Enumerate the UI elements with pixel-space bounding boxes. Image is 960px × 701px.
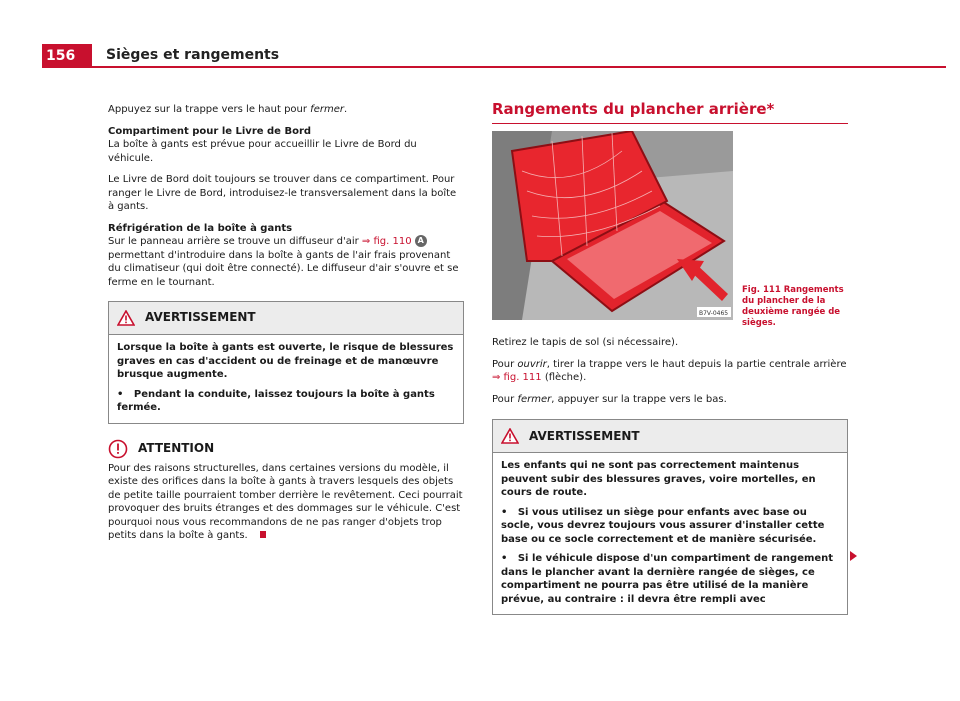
- paragraph-compartment: La boîte à gants est prévue pour accueillir le Livre de Bord du véhicule.: [108, 139, 417, 164]
- warning-box: [108, 301, 464, 424]
- header-rule: [92, 66, 946, 68]
- warning-title: AVERTISSEMENT: [145, 310, 256, 325]
- paragraph-fermer: Appuyez sur la trappe vers le haut pour fermer.: [108, 104, 348, 115]
- page-number: 156: [42, 44, 92, 68]
- attention-block: [108, 438, 464, 543]
- subheading-refrigeration: Réfrigération de la boîte à gants: [108, 222, 293, 234]
- warning-body-right: Les enfants qui ne sont pas correctement maintenus peuvent subir des blessures graves, voire mortelles, en cours de route. • Si vous utilisez un siège pour enfants avec base ou socle, vous devrez toujours vous assurer d'installer cette base ou ce socle correctement et de manière sécurisée. • Si le véhicule dispose d'un compartiment de rangement dans le plancher avant la dernière rangée de sièges, ce compartiment ne pourra pas être utilisé de la manière prévue, au contraire : il devra être rempli avec: [501, 460, 834, 605]
- paragraph-ouvrir: Pour ouvrir, tirer la trappe vers le haut depuis la partie centrale arrière ⇒ fig. 111 (flèche).: [492, 358, 847, 383]
- paragraph-refrigeration: Sur le panneau arrière se trouve un diffuseur d'air ⇒ fig. 110 A permettant d'introduire dans la boîte à gants de l'air frais provenant du climatiseur (qui doit être connecté). Le diffuseur d'air s'ouvre et se ferme en le tournant.: [108, 236, 459, 288]
- figure-code: B7V-0465: [699, 310, 729, 317]
- warning-box-right: [492, 419, 848, 615]
- figure-111-link[interactable]: ⇒ fig. 111: [492, 372, 542, 383]
- section-rule: [492, 123, 848, 124]
- attention-title: ATTENTION: [138, 440, 215, 455]
- warning-header: [109, 302, 463, 335]
- right-column: [492, 100, 848, 124]
- figure-caption: Fig. 111 Rangements du plancher de la deuxième rangée de sièges.: [742, 285, 844, 328]
- paragraph-livre: Le Livre de Bord doit toujours se trouver dans ce compartiment. Pour ranger le Livre de Bord, introduisez-le transversalement dans la boîte à gants.: [108, 174, 457, 212]
- attention-circle-icon: [108, 439, 128, 459]
- attention-body: Pour des raisons structurelles, dans certaines versions du modèle, il existe des orifices dans la boîte à gants à travers lesquels des objets de petite taille pourraient tomber derrière le revêtement. Ceci pourrait provoquer des bruits étranges et des dommages sur le véhicule. C'est pourquoi nous vous recommandons de ne pas ranger d'objets trop petits dans la boîte à gants.: [108, 462, 463, 541]
- paragraph-retirez: Retirez le tapis de sol (si nécessaire).: [492, 337, 679, 348]
- paragraph-fermer-right: Pour fermer, appuyer sur la trappe vers le bas.: [492, 393, 727, 405]
- warning-title-right: AVERTISSEMENT: [529, 429, 640, 443]
- right-paragraphs: [492, 336, 848, 414]
- warning-body: Lorsque la boîte à gants est ouverte, le risque de blessures graves en cas d'accident ou de freinage et de manœuvre brusque augmente. • Pendant la conduite, laissez toujours la boîte à gants fermée.: [117, 342, 454, 413]
- callout-badge: A: [415, 235, 427, 247]
- subheading-compartment: Compartiment pour le Livre de Bord: [108, 125, 312, 137]
- floor-storage-illustration: [492, 131, 733, 320]
- section-title: Rangements du plancher arrière*: [492, 100, 775, 118]
- warning-triangle-icon: [501, 428, 519, 444]
- left-column: [108, 103, 464, 543]
- warning-triangle-icon: [117, 310, 135, 326]
- chapter-title: Sièges et rangements: [106, 47, 280, 63]
- figure-link[interactable]: ⇒ fig. 110: [361, 236, 412, 247]
- section-end-marker: [260, 531, 266, 538]
- warning-header-right: [493, 420, 847, 453]
- continue-arrow-icon: [850, 551, 857, 561]
- figure-111-image: [492, 131, 733, 320]
